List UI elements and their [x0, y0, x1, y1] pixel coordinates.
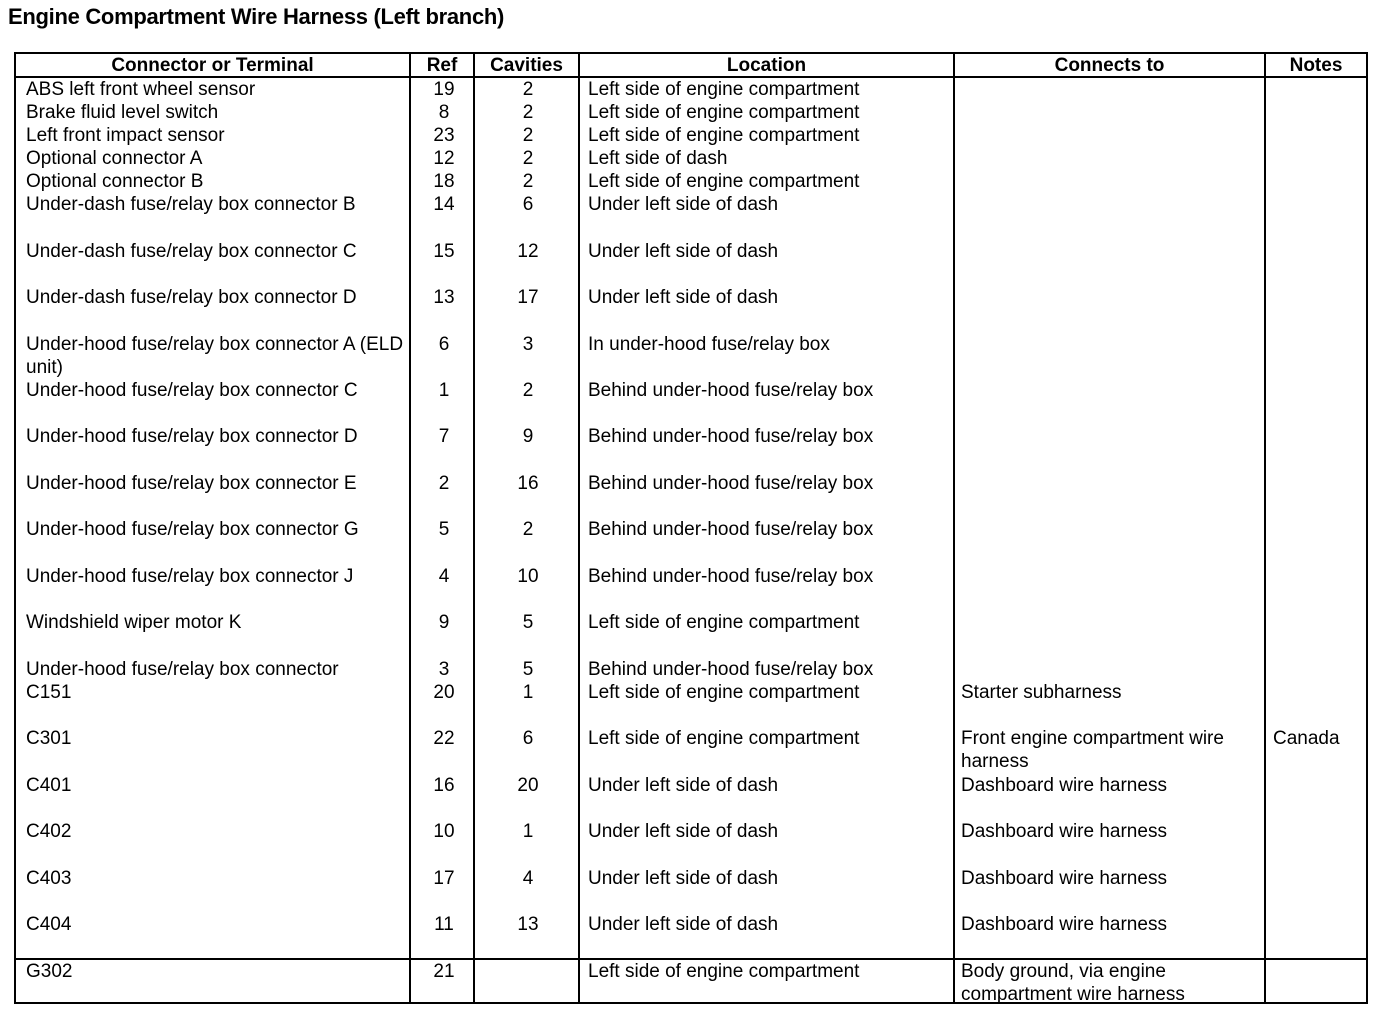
cell-cavities: 10	[517, 566, 539, 587]
cell-location: Behind under-hood fuse/relay box	[588, 659, 874, 680]
cell-location: Left side of engine compartment	[588, 612, 860, 633]
cell-ref: 22	[433, 728, 455, 749]
cell-location: Behind under-hood fuse/relay box	[588, 380, 874, 401]
cell-location: Left side of engine compartment	[588, 125, 860, 146]
cell-connector: C402	[26, 821, 72, 842]
cell-cavities: 2	[522, 125, 534, 146]
cell-connector: C401	[26, 775, 72, 796]
cell-connector: Optional connector A	[26, 148, 203, 169]
cell-ref: 6	[438, 334, 450, 355]
cell-location: Left side of engine compartment	[588, 728, 860, 749]
cell-connector: G302	[26, 961, 73, 982]
cell-cavities: 13	[517, 914, 539, 935]
cell-ref: 18	[433, 171, 455, 192]
cell-cavities: 6	[522, 728, 534, 749]
cell-connects-to: Body ground, via engine compartment wire harness	[961, 961, 1185, 1005]
cell-ref: 8	[438, 102, 450, 123]
cell-location: Behind under-hood fuse/relay box	[588, 473, 874, 494]
cell-location: Under left side of dash	[588, 868, 779, 889]
cell-ref: 9	[438, 612, 450, 633]
cell-location: Left side of engine compartment	[588, 79, 860, 100]
page-title: Engine Compartment Wire Harness (Left branch)	[8, 4, 505, 29]
cell-ref: 13	[433, 287, 455, 308]
header-connector: Connector or Terminal	[111, 55, 314, 76]
cell-cavities: 20	[517, 775, 539, 796]
cell-connector: Under-dash fuse/relay box connector D	[26, 287, 357, 308]
cell-connector: Under-hood fuse/relay box connector D	[26, 426, 358, 447]
cell-ref: 17	[433, 868, 455, 889]
cell-connector: Under-hood fuse/relay box connector E	[26, 473, 357, 494]
wire-harness-table	[14, 52, 1368, 1004]
header-connects-to: Connects to	[1054, 55, 1165, 76]
cell-cavities: 12	[517, 241, 539, 262]
cell-ref: 11	[434, 914, 454, 935]
cell-ref: 23	[433, 125, 455, 146]
cell-connector: Under-hood fuse/relay box connector C	[26, 380, 358, 401]
cell-location: Under left side of dash	[588, 775, 779, 796]
cell-ref: 5	[438, 519, 450, 540]
cell-ref: 3	[438, 659, 450, 680]
cell-location: Left side of dash	[588, 148, 728, 169]
cell-cavities: 1	[522, 821, 534, 842]
cell-cavities: 2	[522, 171, 534, 192]
cell-ref: 12	[433, 148, 455, 169]
cell-cavities: 2	[522, 380, 534, 401]
cell-connector: C404	[26, 914, 72, 935]
cell-location: Left side of engine compartment	[588, 102, 860, 123]
cell-connector: Under-hood fuse/relay box connector G	[26, 519, 359, 540]
cell-location: Under left side of dash	[588, 194, 779, 215]
cell-ref: 19	[433, 79, 455, 100]
cell-cavities: 17	[517, 287, 539, 308]
cell-ref: 10	[433, 821, 455, 842]
cell-ref: 14	[433, 194, 455, 215]
cell-connector: C403	[26, 868, 72, 889]
cell-connector: Optional connector B	[26, 171, 204, 192]
header-ref: Ref	[426, 55, 458, 76]
cell-ref: 1	[438, 380, 450, 401]
cell-cavities: 16	[517, 473, 539, 494]
cell-connector: Under-dash fuse/relay box connector C	[26, 241, 357, 262]
cell-cavities: 1	[522, 682, 534, 703]
column-divider	[1264, 54, 1266, 1002]
header-location: Location	[726, 55, 807, 76]
cell-location: Behind under-hood fuse/relay box	[588, 426, 874, 447]
cell-cavities: 6	[522, 194, 534, 215]
cell-location: Behind under-hood fuse/relay box	[588, 519, 874, 540]
cell-cavities: 5	[522, 612, 534, 633]
cell-ref: 7	[438, 426, 450, 447]
cell-ref: 21	[433, 961, 455, 982]
cell-cavities: 2	[522, 148, 534, 169]
cell-connects-to: Dashboard wire harness	[961, 914, 1167, 935]
cell-location: Under left side of dash	[588, 287, 779, 308]
cell-connector: C301	[26, 728, 72, 749]
cell-cavities: 4	[522, 868, 534, 889]
cell-location: In under-hood fuse/relay box	[588, 334, 830, 355]
cell-location: Left side of engine compartment	[588, 171, 860, 192]
cell-location: Under left side of dash	[588, 821, 779, 842]
cell-cavities: 3	[522, 334, 534, 355]
cell-connector: Brake fluid level switch	[26, 102, 219, 123]
cell-location: Left side of engine compartment	[588, 682, 860, 703]
cell-notes: Canada	[1273, 728, 1340, 749]
cell-connects-to: Dashboard wire harness	[961, 821, 1167, 842]
cell-location: Behind under-hood fuse/relay box	[588, 566, 874, 587]
cell-location: Left side of engine compartment	[588, 961, 860, 982]
cell-cavities: 2	[522, 79, 534, 100]
cell-ref: 15	[433, 241, 455, 262]
cell-ref: 20	[433, 682, 455, 703]
cell-cavities: 2	[522, 519, 534, 540]
cell-ref: 16	[433, 775, 455, 796]
cell-cavities: 5	[522, 659, 534, 680]
header-cavities: Cavities	[490, 55, 563, 76]
cell-ref: 4	[438, 566, 450, 587]
cell-location: Under left side of dash	[588, 914, 779, 935]
cell-cavities: 9	[522, 426, 534, 447]
header-notes: Notes	[1289, 55, 1343, 76]
cell-location: Under left side of dash	[588, 241, 779, 262]
cell-cavities: 2	[522, 102, 534, 123]
cell-connector: Under-dash fuse/relay box connector B	[26, 194, 356, 215]
cell-connects-to: Dashboard wire harness	[961, 868, 1167, 889]
cell-connector: Left front impact sensor	[26, 125, 225, 146]
cell-connector: ABS left front wheel sensor	[26, 79, 256, 100]
cell-connector: Under-hood fuse/relay box connector A (ELD unit)	[26, 334, 404, 378]
cell-connector: Windshield wiper motor K	[26, 612, 242, 633]
cell-connector: Under-hood fuse/relay box connector J	[26, 566, 354, 587]
cell-connects-to: Dashboard wire harness	[961, 775, 1167, 796]
cell-connects-to: Starter subharness	[961, 682, 1122, 703]
cell-ref: 2	[438, 473, 450, 494]
cell-connector: C151	[26, 682, 72, 703]
cell-connects-to: Front engine compartment wire harness	[961, 728, 1224, 772]
cell-connector: Under-hood fuse/relay box connector	[26, 659, 339, 680]
